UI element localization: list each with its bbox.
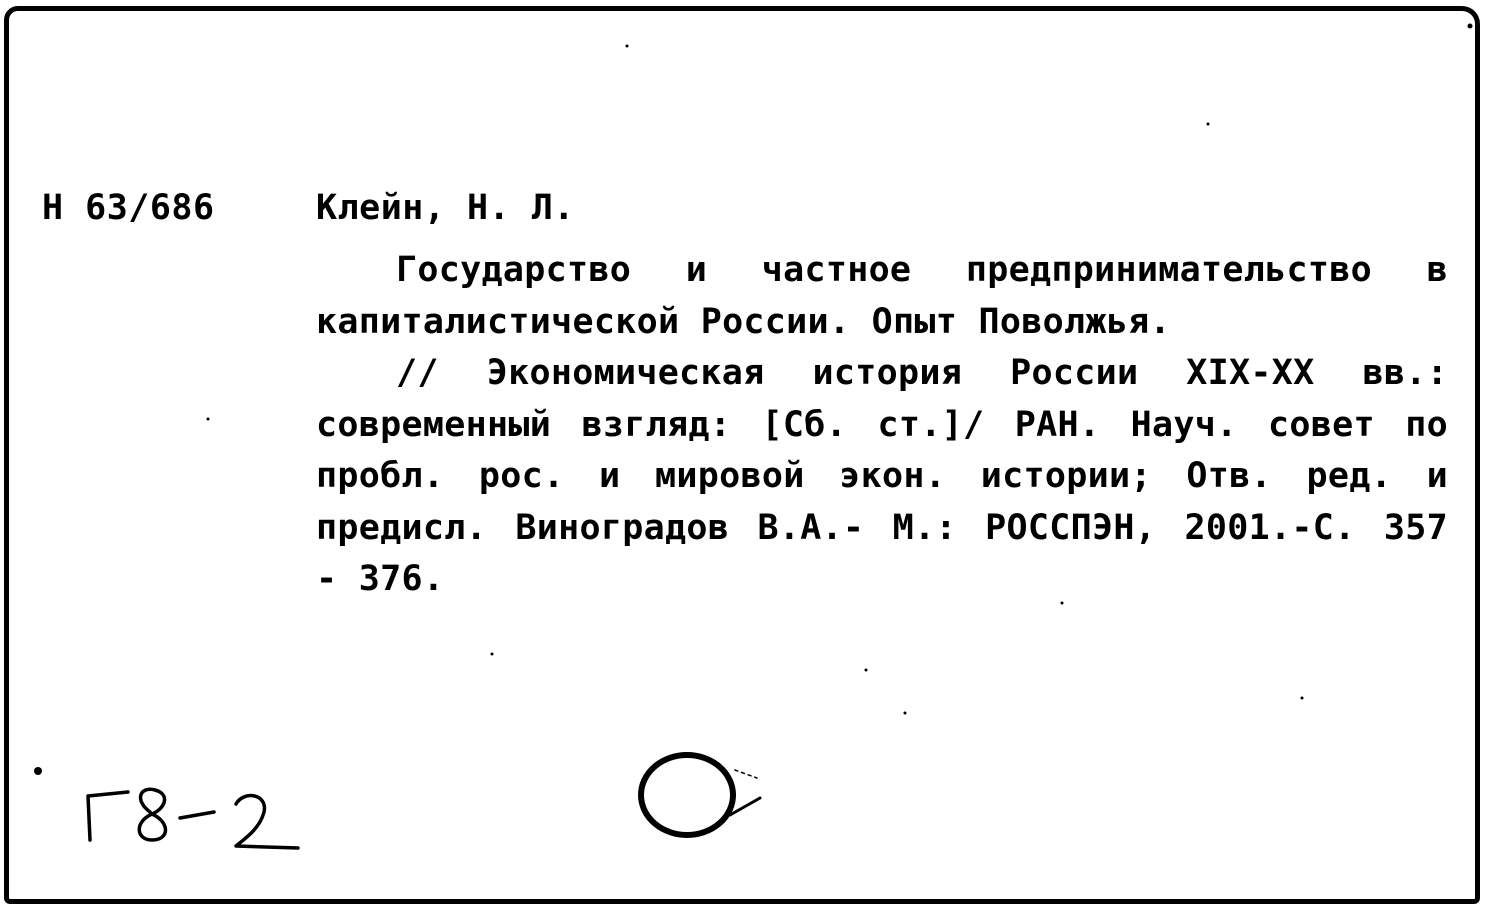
title-paragraph: Государство и частное предпринимательство в капиталистической России. Опыт Поволжья.: [316, 250, 1448, 342]
author-name: Клейн, Н. Л.: [316, 188, 575, 228]
bibliographic-entry: [316, 245, 1448, 606]
source-paragraph: // Экономическая история России XIX-XX вв.: современный взгляд: [Сб. ст.]/ РАН. Науч. совет по пробл. рос. и мировой экон. истории; Отв. ред. и предисл. Виноградов В.А.- М.: РОССПЭН, 2001.-С. 357 - 376.: [316, 353, 1448, 599]
call-number: Н 63/686: [42, 188, 215, 228]
